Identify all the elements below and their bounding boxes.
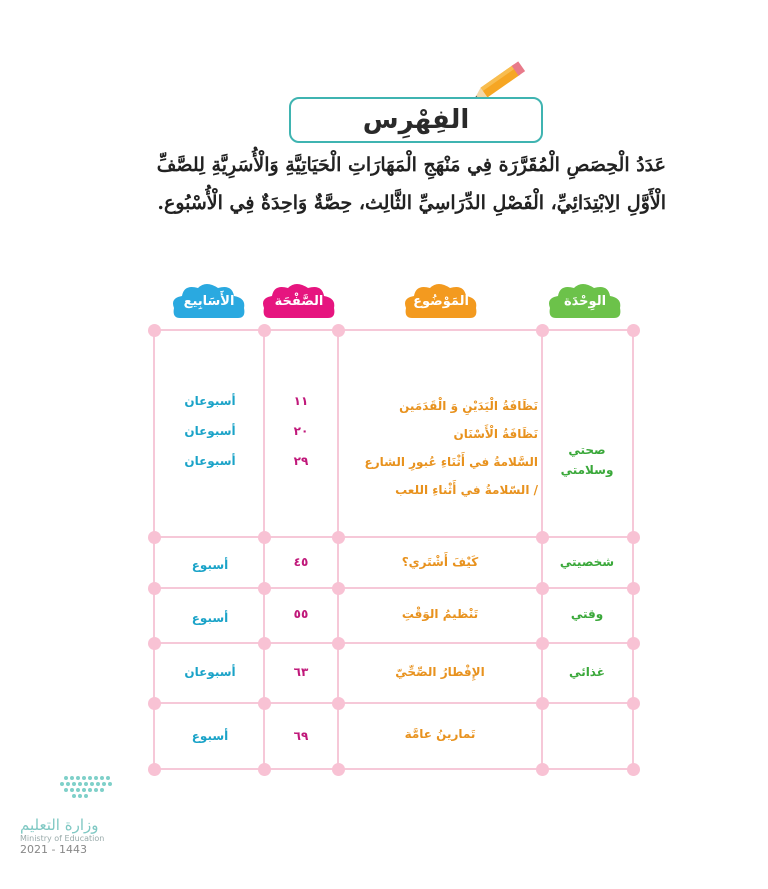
grid-dot [258, 531, 271, 544]
page-cell: ٥٥ [293, 607, 309, 621]
grid-dot [332, 637, 345, 650]
title-box [289, 97, 543, 143]
weeks-cell: أسبوع [191, 729, 229, 743]
grid-line [152, 329, 634, 331]
page-cell [266, 386, 336, 476]
grid-dot [148, 531, 161, 544]
topic-item: نَظَافَةُ الْيَدَيْنِ وَ الْقَدَمَين [399, 399, 538, 413]
grid-dot [148, 582, 161, 595]
grid-dot [536, 697, 549, 710]
page-cell: ٤٥ [293, 555, 309, 569]
ministry-year: 2021 - 1443 [20, 843, 87, 856]
grid-dot [148, 763, 161, 776]
header-page-label: الصَّفْحَة [274, 293, 324, 309]
grid-dot [332, 531, 345, 544]
page-number: ٢٩ [293, 454, 309, 468]
grid-dot [536, 637, 549, 650]
page-number: ٢٠ [293, 424, 309, 438]
grid-dot [258, 763, 271, 776]
grid-dot [536, 763, 549, 776]
topic-item: نَظَافَةُ الْأَسْنَان [453, 427, 538, 441]
topic-item: / السّلامةُ في أَثْناءِ اللعب [395, 483, 538, 497]
topic-cell: كَيْفَ أَشْتَري؟ [401, 555, 479, 569]
page-number: ١١ [293, 394, 309, 408]
page-cell: ٦٣ [293, 665, 309, 679]
unit-cell: غذائي [569, 665, 605, 679]
grid-dot [627, 531, 640, 544]
weeks-value: أسبوعان [184, 394, 236, 408]
ministry-name-ar: وزارة التعليم [20, 816, 99, 834]
topic-item: السَّلامةُ في أَثْنَاءِ عُبورِ الشارع [364, 455, 538, 469]
grid-line [152, 702, 634, 704]
page-cell: ٦٩ [293, 729, 309, 743]
grid-dot [627, 637, 640, 650]
grid-dot [627, 582, 640, 595]
ministry-name-en: Ministry of Education [20, 834, 105, 843]
grid-dot [536, 324, 549, 337]
weeks-cell: أسبوعان [184, 665, 236, 679]
header-unit [548, 282, 622, 320]
topic-cell: الإِفْطارُ الصِّحِّيّ [395, 665, 485, 679]
grid-line [152, 642, 634, 644]
grid-dot [258, 582, 271, 595]
grid-line [152, 768, 634, 770]
grid-dot [148, 324, 161, 337]
grid-dot [536, 531, 549, 544]
page-title: الفِهْرِس [362, 105, 470, 135]
grid-line [152, 536, 634, 538]
grid-dot [627, 324, 640, 337]
intro-paragraph: عَدَدُ الْحِصَصِ الْمُقَرَّرَة فِي مَنْهَجِ الْمَهَارَاتِ الْحَيَاتِيَّةِ وَالْأُسَرِيَّةِ لِلصَّفِّ الْأَوَّلِ الِابْتِدَائِيِّ، الْفَصْلِ الدِّرَاسِيِّ الثَّالِث، حِصَّةٌ وَاحِدَةٌ فِي الْأُسْبُوع. [156, 154, 666, 214]
header-topic-label: المَوْضُوع [413, 293, 469, 309]
grid-line [152, 587, 634, 589]
grid-dot [627, 763, 640, 776]
weeks-cell: أسبوع [191, 611, 229, 625]
unit-cell [546, 440, 628, 480]
weeks-cell: أسبوع [191, 558, 229, 572]
grid-dot [627, 697, 640, 710]
weeks-cell [158, 386, 262, 476]
unit-cell: شخصيتي [559, 555, 615, 569]
topic-cell [342, 392, 538, 504]
topic-cell: تَمارينُ عامَّة [404, 727, 476, 741]
grid-dot [258, 637, 271, 650]
grid-dot [258, 324, 271, 337]
header-unit-label: الوِحْدَة [563, 293, 607, 309]
grid-dot [332, 763, 345, 776]
header-weeks-label: الأَسَابِيع [183, 293, 235, 309]
header-page [262, 282, 336, 320]
grid-dot [332, 324, 345, 337]
unit-cell: وقتي [570, 607, 604, 621]
header-weeks [172, 282, 246, 320]
header-topic [404, 282, 478, 320]
ministry-emblem-icon [18, 772, 128, 812]
grid-dot [258, 697, 271, 710]
grid-dot [332, 697, 345, 710]
ministry-logo [18, 772, 128, 872]
grid-dot [148, 637, 161, 650]
grid-dot [148, 697, 161, 710]
grid-dot [536, 582, 549, 595]
grid-dot [332, 582, 345, 595]
topic-cell: تَنْظيمُ الوَقْتِ [401, 607, 479, 621]
weeks-value: أسبوعان [184, 424, 236, 438]
weeks-value: أسبوعان [184, 454, 236, 468]
unit-label: صحتي وسلامتي [560, 443, 614, 477]
